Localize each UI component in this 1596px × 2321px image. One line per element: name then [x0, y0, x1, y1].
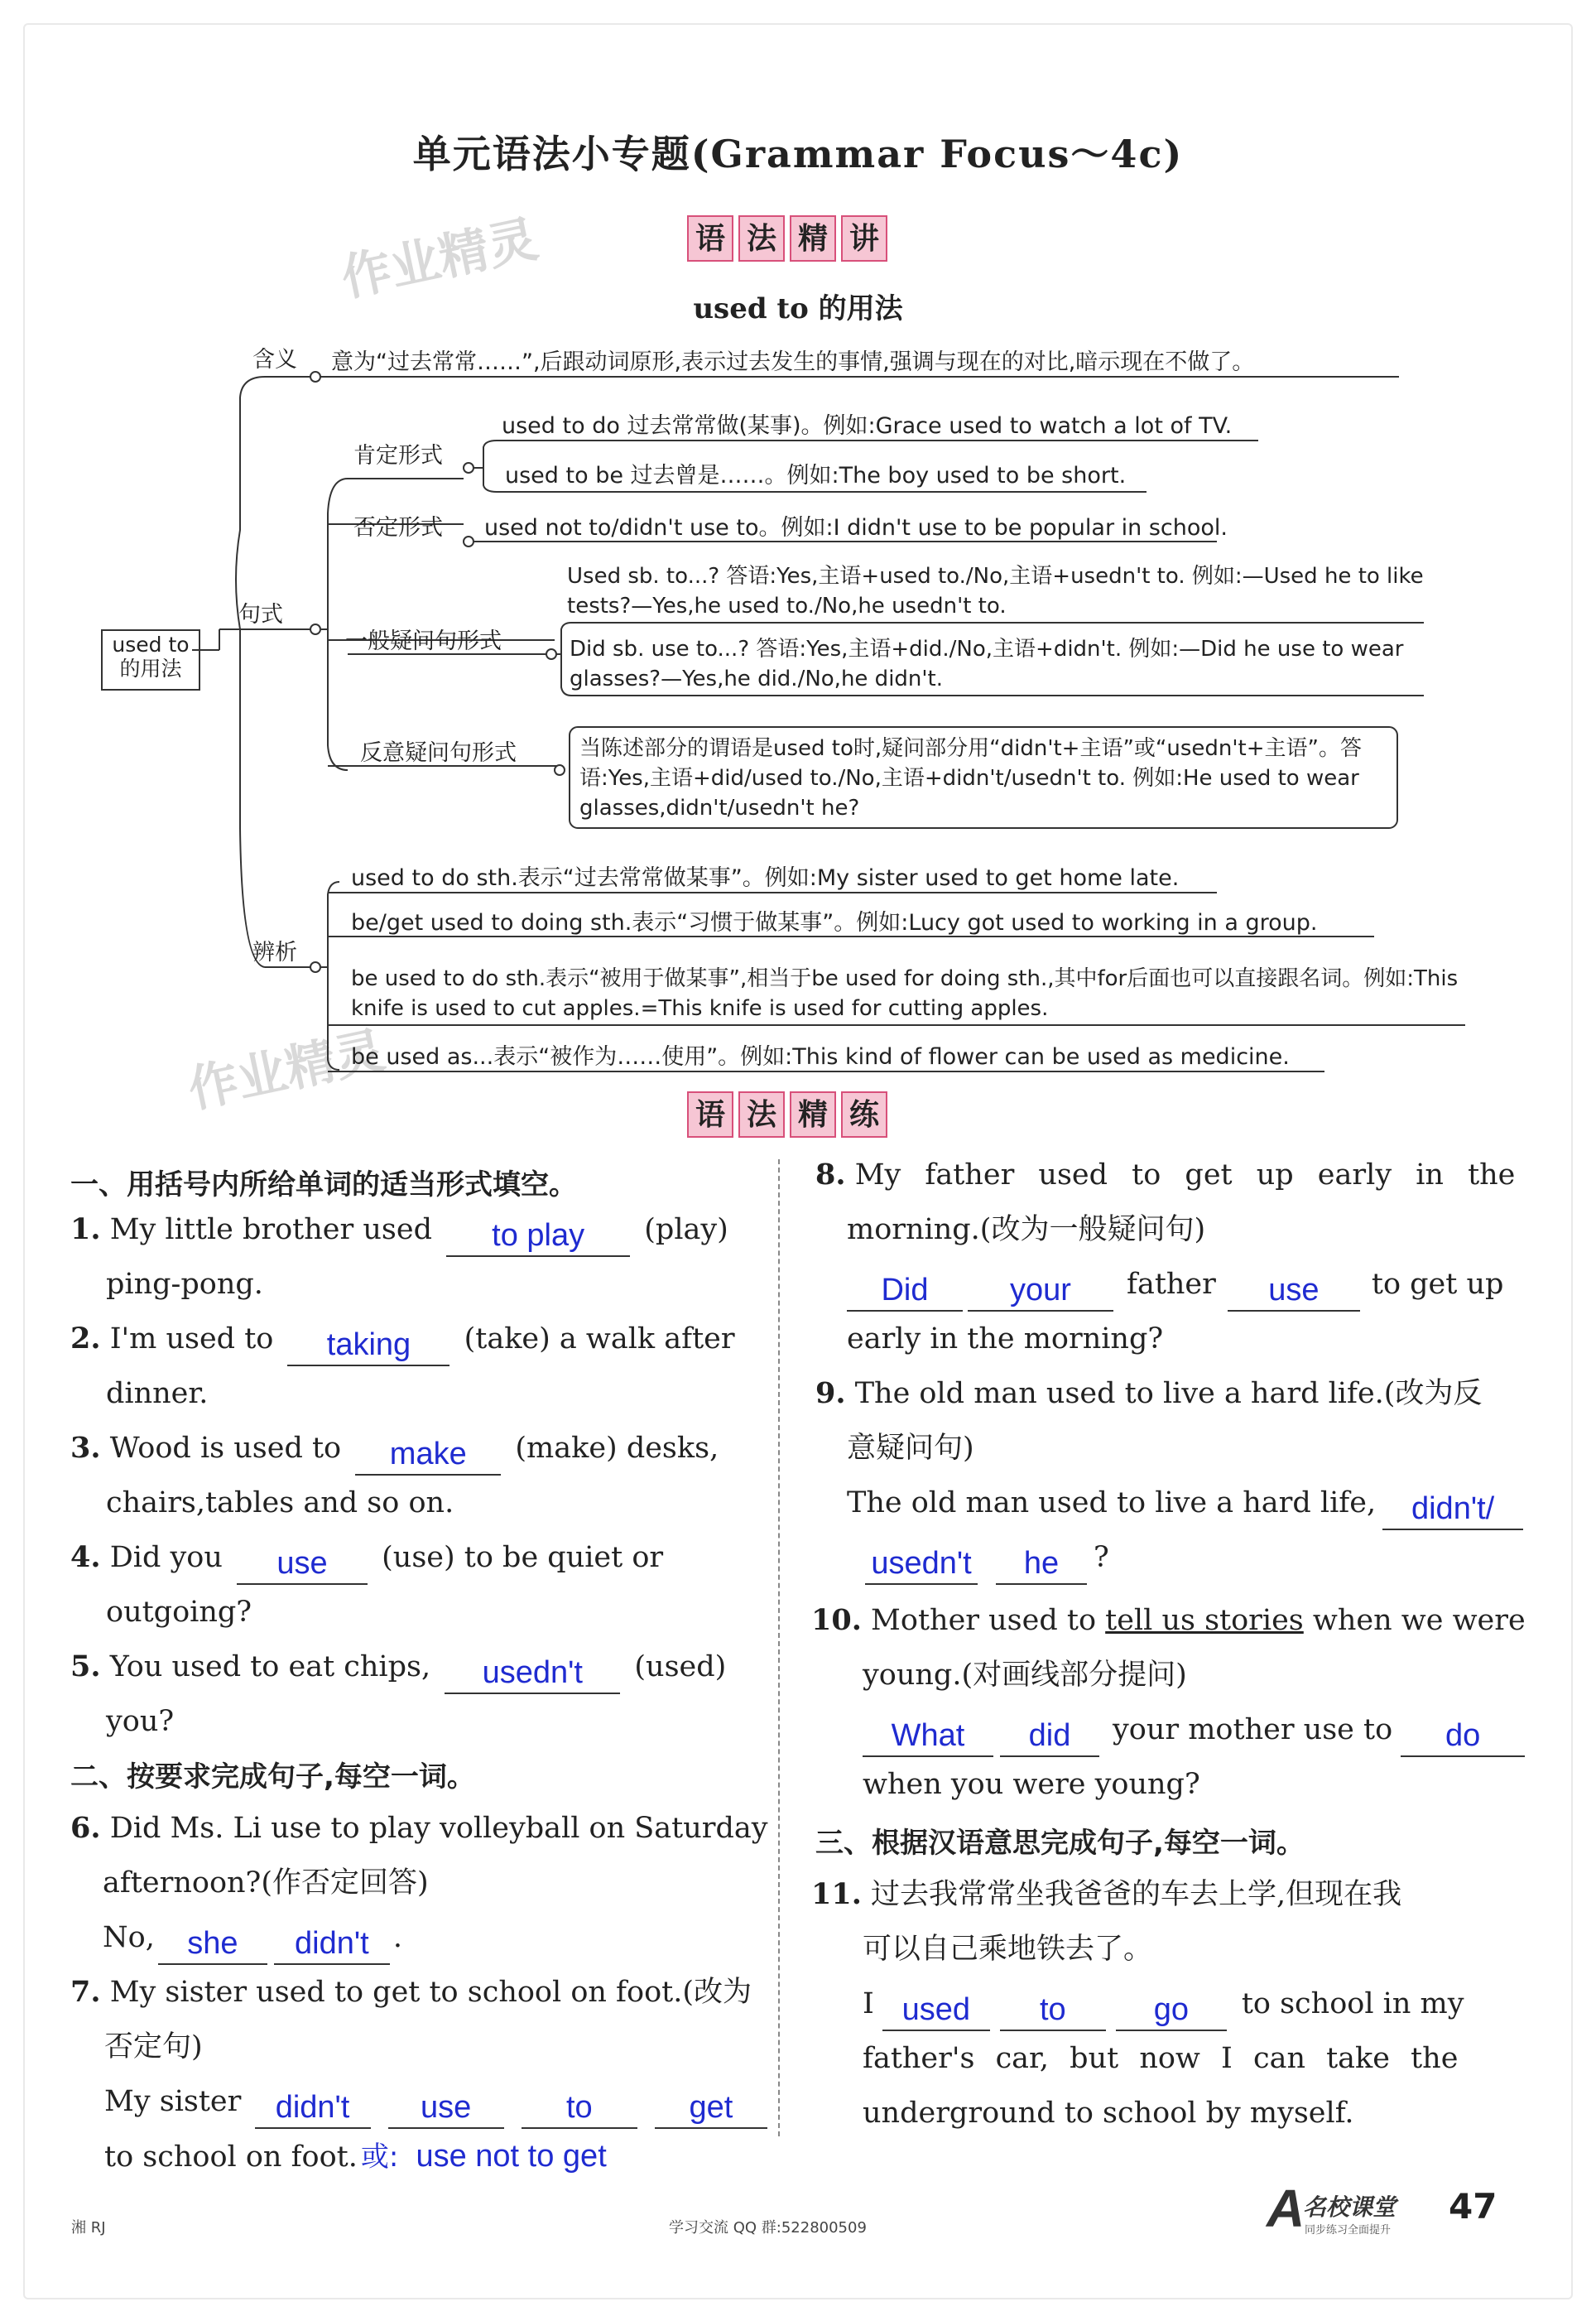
question-9-line-2: 意疑问句)	[847, 1432, 974, 1465]
negative-item-1: used not to/didn't use to。例如:I didn't use to be popular in school.	[484, 515, 1228, 541]
question-8-line-2: morning.(改为一般疑问句)	[847, 1213, 1206, 1246]
question-5-line-2: you?	[106, 1705, 175, 1738]
question-5: 5. You used to eat chips, usedn't (used)	[70, 1640, 726, 1694]
column-divider	[778, 1159, 780, 2136]
answer-blank: usedn't	[865, 1543, 978, 1585]
answer-blank: use	[388, 2087, 504, 2129]
mindmap-root: used to 的用法	[101, 629, 200, 691]
question-4-line-2: outgoing?	[106, 1596, 252, 1629]
alternative-label: 或:	[360, 2140, 399, 2174]
answer-blank: to	[1000, 1990, 1106, 2031]
question-7-line-2: 否定句)	[104, 2030, 203, 2063]
footer-edition: 湘 RJ	[71, 2219, 106, 2237]
question-3: 3. Wood is used to make (make) desks,	[70, 1421, 719, 1476]
watermark: 作业精灵	[183, 1021, 390, 1120]
answer-blank: did	[1000, 1716, 1099, 1757]
section-3-heading: 三、根据汉语意思完成句子,每空一词。	[815, 1827, 1305, 1860]
answer-blank: he	[996, 1543, 1087, 1585]
label-sentence: 句式	[238, 602, 283, 628]
answer-blank: What	[863, 1716, 993, 1757]
badge-char: 语	[687, 1091, 733, 1138]
alternative-answer: use not to get	[416, 2139, 607, 2174]
section-badge-practice	[687, 1091, 887, 1138]
answer-blank: usedn't	[445, 1653, 620, 1694]
brand-name: 名校课堂	[1303, 2193, 1396, 2221]
badge-char: 精	[790, 1091, 836, 1138]
answer-blank: your	[968, 1270, 1113, 1312]
question-11-answer-line: I used to go to school in my	[863, 1977, 1464, 2031]
question-6: 6. Did Ms. Li use to play volleyball on Saturday	[70, 1811, 768, 1845]
answer-blank: didn't	[274, 1924, 390, 1965]
badge-char: 精	[790, 215, 836, 262]
answer-blank: get	[655, 2087, 767, 2129]
question-7-answer-line: My sister didn't use to get	[104, 2074, 772, 2129]
page-number: 47	[1449, 2186, 1497, 2227]
question-9-line-3: The old man used to live a hard life, didn't/	[847, 1476, 1523, 1530]
label-affirmative: 肯定形式	[353, 443, 443, 469]
question-6-answer-line: No, she didn't .	[103, 1910, 402, 1965]
watermark: 作业精灵	[336, 209, 543, 309]
section-2-heading: 二、按要求完成句子,每空一词。	[70, 1760, 475, 1794]
question-11-line-4: father's car, but now I can take the	[863, 2042, 1459, 2075]
question-10-line-2: young.(对画线部分提问)	[863, 1659, 1187, 1692]
meaning-text: 意为“过去常常……”,后跟动词原形,表示过去发生的事情,强调与现在的对比,暗示现在不做了。	[331, 349, 1255, 375]
tag-question-item-1: 当陈述部分的谓语是used to时,疑问部分用“didn't+主语”或“usedn't+主语”。答语:Yes,主语+did/used to./No,主语+didn't/usedn't to. 例如:He used to wear glasses,didn't/usedn't he?	[579, 736, 1363, 821]
question-8-answer-line: Did your father use to get up	[847, 1257, 1503, 1312]
answer-blank: used	[882, 1990, 990, 2031]
question-10-line-4: when you were young?	[863, 1768, 1200, 1801]
answer-blank: do	[1401, 1716, 1525, 1757]
question-10: 10. Mother used to tell us stories when we were	[811, 1603, 1526, 1637]
affirmative-item-1: used to do 过去常常做(某事)。例如:Grace used to watch a lot of TV.	[502, 413, 1233, 439]
answer-blank: use	[237, 1543, 368, 1585]
distinguish-item-1: used to do sth.表示“过去常常做某事”。例如:My sister used to get home late.	[351, 865, 1180, 891]
label-meaning: 含义	[252, 347, 297, 373]
distinguish-item-4: be used as...表示“被作为……使用”。例如:This kind of flower can be used as medicine.	[351, 1044, 1290, 1070]
brand-logo	[1267, 2179, 1432, 2242]
badge-char: 练	[841, 1091, 887, 1138]
question-9-answer-line: usedn't he ?	[865, 1530, 1109, 1585]
brand-letter: A	[1267, 2179, 1305, 2238]
question-10-answer-line: What did your mother use to do	[863, 1702, 1525, 1757]
question-1: 1. My little brother used to play (play)	[70, 1202, 728, 1257]
answer-blank: taking	[287, 1325, 449, 1366]
affirmative-item-2: used to be 过去曾是……。例如:The boy used to be short.	[505, 463, 1127, 489]
answer-blank: make	[355, 1434, 501, 1476]
question-11-line-2: 可以自己乘地铁去了。	[863, 1933, 1153, 1966]
question-4: 4. Did you use (use) to be quiet or	[70, 1530, 663, 1585]
label-distinguish: 辨析	[252, 940, 297, 965]
label-negative: 否定形式	[353, 515, 443, 541]
answer-blank: she	[158, 1924, 267, 1965]
label-tag-question: 反意疑问句形式	[360, 740, 517, 766]
distinguish-item-3: be used to do sth.表示“被用于做某事”,相当于be used for doing sth.,其中for后面也可以直接跟名词。例如:This knife is used to cut apples.=This knife is used for cutting apples.	[351, 966, 1459, 1021]
answer-blank: go	[1116, 1990, 1227, 2031]
question-7: 7. My sister used to get to school on foot.(改为	[70, 1975, 752, 2009]
badge-char: 讲	[841, 215, 887, 262]
distinguish-item-2: be/get used to doing sth.表示“习惯于做某事”。例如:Lucy got used to working in a group.	[351, 910, 1318, 936]
question-6-line-2: afternoon?(作否定回答)	[103, 1866, 429, 1900]
general-question-item-2: Did sb. use to...? 答语:Yes,主语+did./No,主语+didn't. 例如:—Did he use to wear glasses?—Yes,he did./No,he didn't.	[570, 637, 1404, 691]
question-8-line-4: early in the morning?	[847, 1322, 1164, 1356]
question-3-line-2: chairs,tables and so on.	[106, 1486, 454, 1519]
question-2-line-2: dinner.	[106, 1377, 209, 1410]
question-2: 2. I'm used to taking (take) a walk after	[70, 1312, 735, 1366]
general-question-item-1: Used sb. to...? 答语:Yes,主语+used to./No,主语+usedn't to. 例如:—Used he to like tests?—Yes,he used to./No,he usedn't to.	[567, 564, 1424, 619]
brand-slogan: 同步练习全面提升	[1305, 2224, 1392, 2237]
section-1-heading: 一、用括号内所给单词的适当形式填空。	[70, 1168, 577, 1201]
question-8: 8. My father used to get up early in the	[815, 1158, 1516, 1192]
question-7-line-4: to school on foot. 或: use not to get	[104, 2139, 607, 2174]
answer-blank: didn't	[255, 2087, 371, 2129]
answer-blank: use	[1228, 1270, 1360, 1312]
question-11: 11. 过去我常常坐我爸爸的车去上学,但现在我	[811, 1877, 1402, 1911]
answer-blank: to play	[446, 1216, 630, 1257]
underlined-phrase: tell us stories	[1105, 1604, 1304, 1637]
badge-char: 法	[738, 215, 785, 262]
label-general-question: 一般疑问句形式	[345, 628, 502, 654]
answer-blank: to	[522, 2087, 637, 2129]
badge-char: 语	[687, 215, 733, 262]
badge-char: 法	[738, 1091, 785, 1138]
question-1-line-2: ping-pong.	[106, 1268, 263, 1301]
page-title: 单元语法小专题(Grammar Focus～4c)	[412, 132, 1184, 176]
question-9: 9. The old man used to live a hard life.(改为反	[815, 1376, 1483, 1410]
footer-qq-group: 学习交流 QQ 群:522800509	[669, 2219, 867, 2237]
answer-blank: Did	[847, 1270, 963, 1312]
section-subtitle: used to 的用法	[693, 292, 903, 325]
question-11-line-5: underground to school by myself.	[863, 2097, 1354, 2130]
answer-blank: didn't/	[1382, 1489, 1523, 1530]
